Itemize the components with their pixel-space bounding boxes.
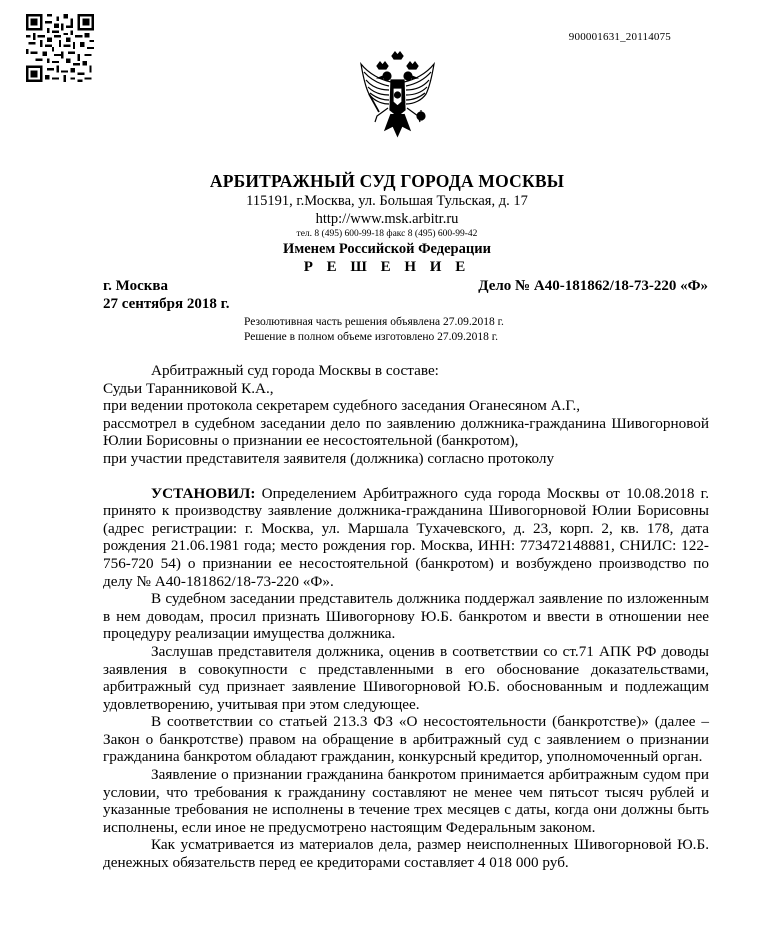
full-decision-note: Решение в полном объеме изготовлено 27.09.2018 г. xyxy=(244,331,499,343)
court-name: АРБИТРАЖНЫЙ СУД ГОРОДА МОСКВЫ xyxy=(209,171,565,191)
city: г. Москва xyxy=(103,278,168,294)
in-the-name-line: Именем Российской Федерации xyxy=(283,241,491,257)
body-paragraph: Как усматривается из материалов дела, размер неисполненных Шивогорновой Ю.Б. денежных обязательств перед ее кредиторами составляет 4 018 000 руб. xyxy=(103,836,709,872)
established-paragraph xyxy=(103,485,709,591)
qr-code xyxy=(26,14,94,82)
document-title: Р Е Ш Е Н И Е xyxy=(303,259,471,275)
court-phones: тел. 8 (495) 600-99-18 факс 8 (495) 600-99-42 xyxy=(296,229,478,239)
case-number: Дело № А40-181862/18-73-220 «Ф» xyxy=(478,278,708,294)
body-paragraph: В соответствии со статьей 213.3 ФЗ «О несостоятельности (банкротстве)» (далее – Закон о банкротстве) правом на обращение в арбитражный суд с заявлением о признании гражданина банкротом обладают гражданин, конкурсный кредитор, уполномоченный орган. xyxy=(103,713,709,766)
court-website: http://www.msk.arbitr.ru xyxy=(315,211,459,227)
intro-line: при участии представителя заявителя (должника) согласно протоколу xyxy=(103,449,555,467)
established-text: Определением Арбитражного суда города Москвы от 10.08.2018 г. принято к производству заявление должника-гражданина Шивогорновой Юлии Борисовны (адрес регистрации: г. Москва, ул. Маршала Тухачевского, д. 23, корп. 2, кв. 178, дата рождения 21.06.1981 года; место рождения гор. Москва, ИНН: 773472148881, СНИЛС: 122-756-720 54) о признании ее несостоятельной (банкротом) и возбуждено производство по делу № А40-181862/18-73-220 «Ф». xyxy=(103,484,709,590)
body-paragraph: Заявление о признании гражданина банкротом принимается арбитражным судом при условии, что требования к гражданину составляют не менее чем пятьсот тысяч рублей и указанные требования не исполнены в течение трех месяцев с даты, когда они должны быть исполнены, если иное не предусмотрено настоящим Федеральным законом. xyxy=(103,766,709,836)
court-address: 115191, г.Москва, ул. Большая Тульская, д. 17 xyxy=(246,193,528,209)
operative-part-note: Резолютивная часть решения объявлена 27.09.2018 г. xyxy=(244,316,504,328)
decision-date: 27 сентября 2018 г. xyxy=(103,296,230,312)
intro-line: Арбитражный суд города Москвы в составе: xyxy=(151,362,439,379)
body-paragraph: Заслушав представителя должника, оценив в соответствии со ст.71 АПК РФ доводы заявления в совокупности с представленными в его обоснование доказательствами, арбитражный суд признает заявление Шивогорновой Ю.Б. обоснованным и подлежащим удовлетворению, учитывая при этом следующее. xyxy=(103,642,709,713)
established-label: УСТАНОВИЛ: xyxy=(151,484,256,502)
intro-line: при ведении протокола секретарем судебного заседания Оганесяном А.Г., xyxy=(103,397,581,415)
decision-body xyxy=(103,362,709,872)
document-id: 900001631_20114075 xyxy=(568,31,671,43)
coat-of-arms-icon xyxy=(355,50,440,150)
intro-line: Судьи Таранниковой К.А., xyxy=(103,379,274,397)
body-paragraph: В судебном заседании представитель должника поддержал заявление по изложенным в нем доводам, просил признать Шивогорнову Ю.Б. банкротом и ввести в отношении нее процедуру реализации имущества должника. xyxy=(103,590,709,643)
intro-line: рассмотрел в судебном заседании дело по заявлению должника-гражданина Шивогорновой Юлии Борисовны о признании ее несостоятельной (банкротом), xyxy=(103,414,709,450)
